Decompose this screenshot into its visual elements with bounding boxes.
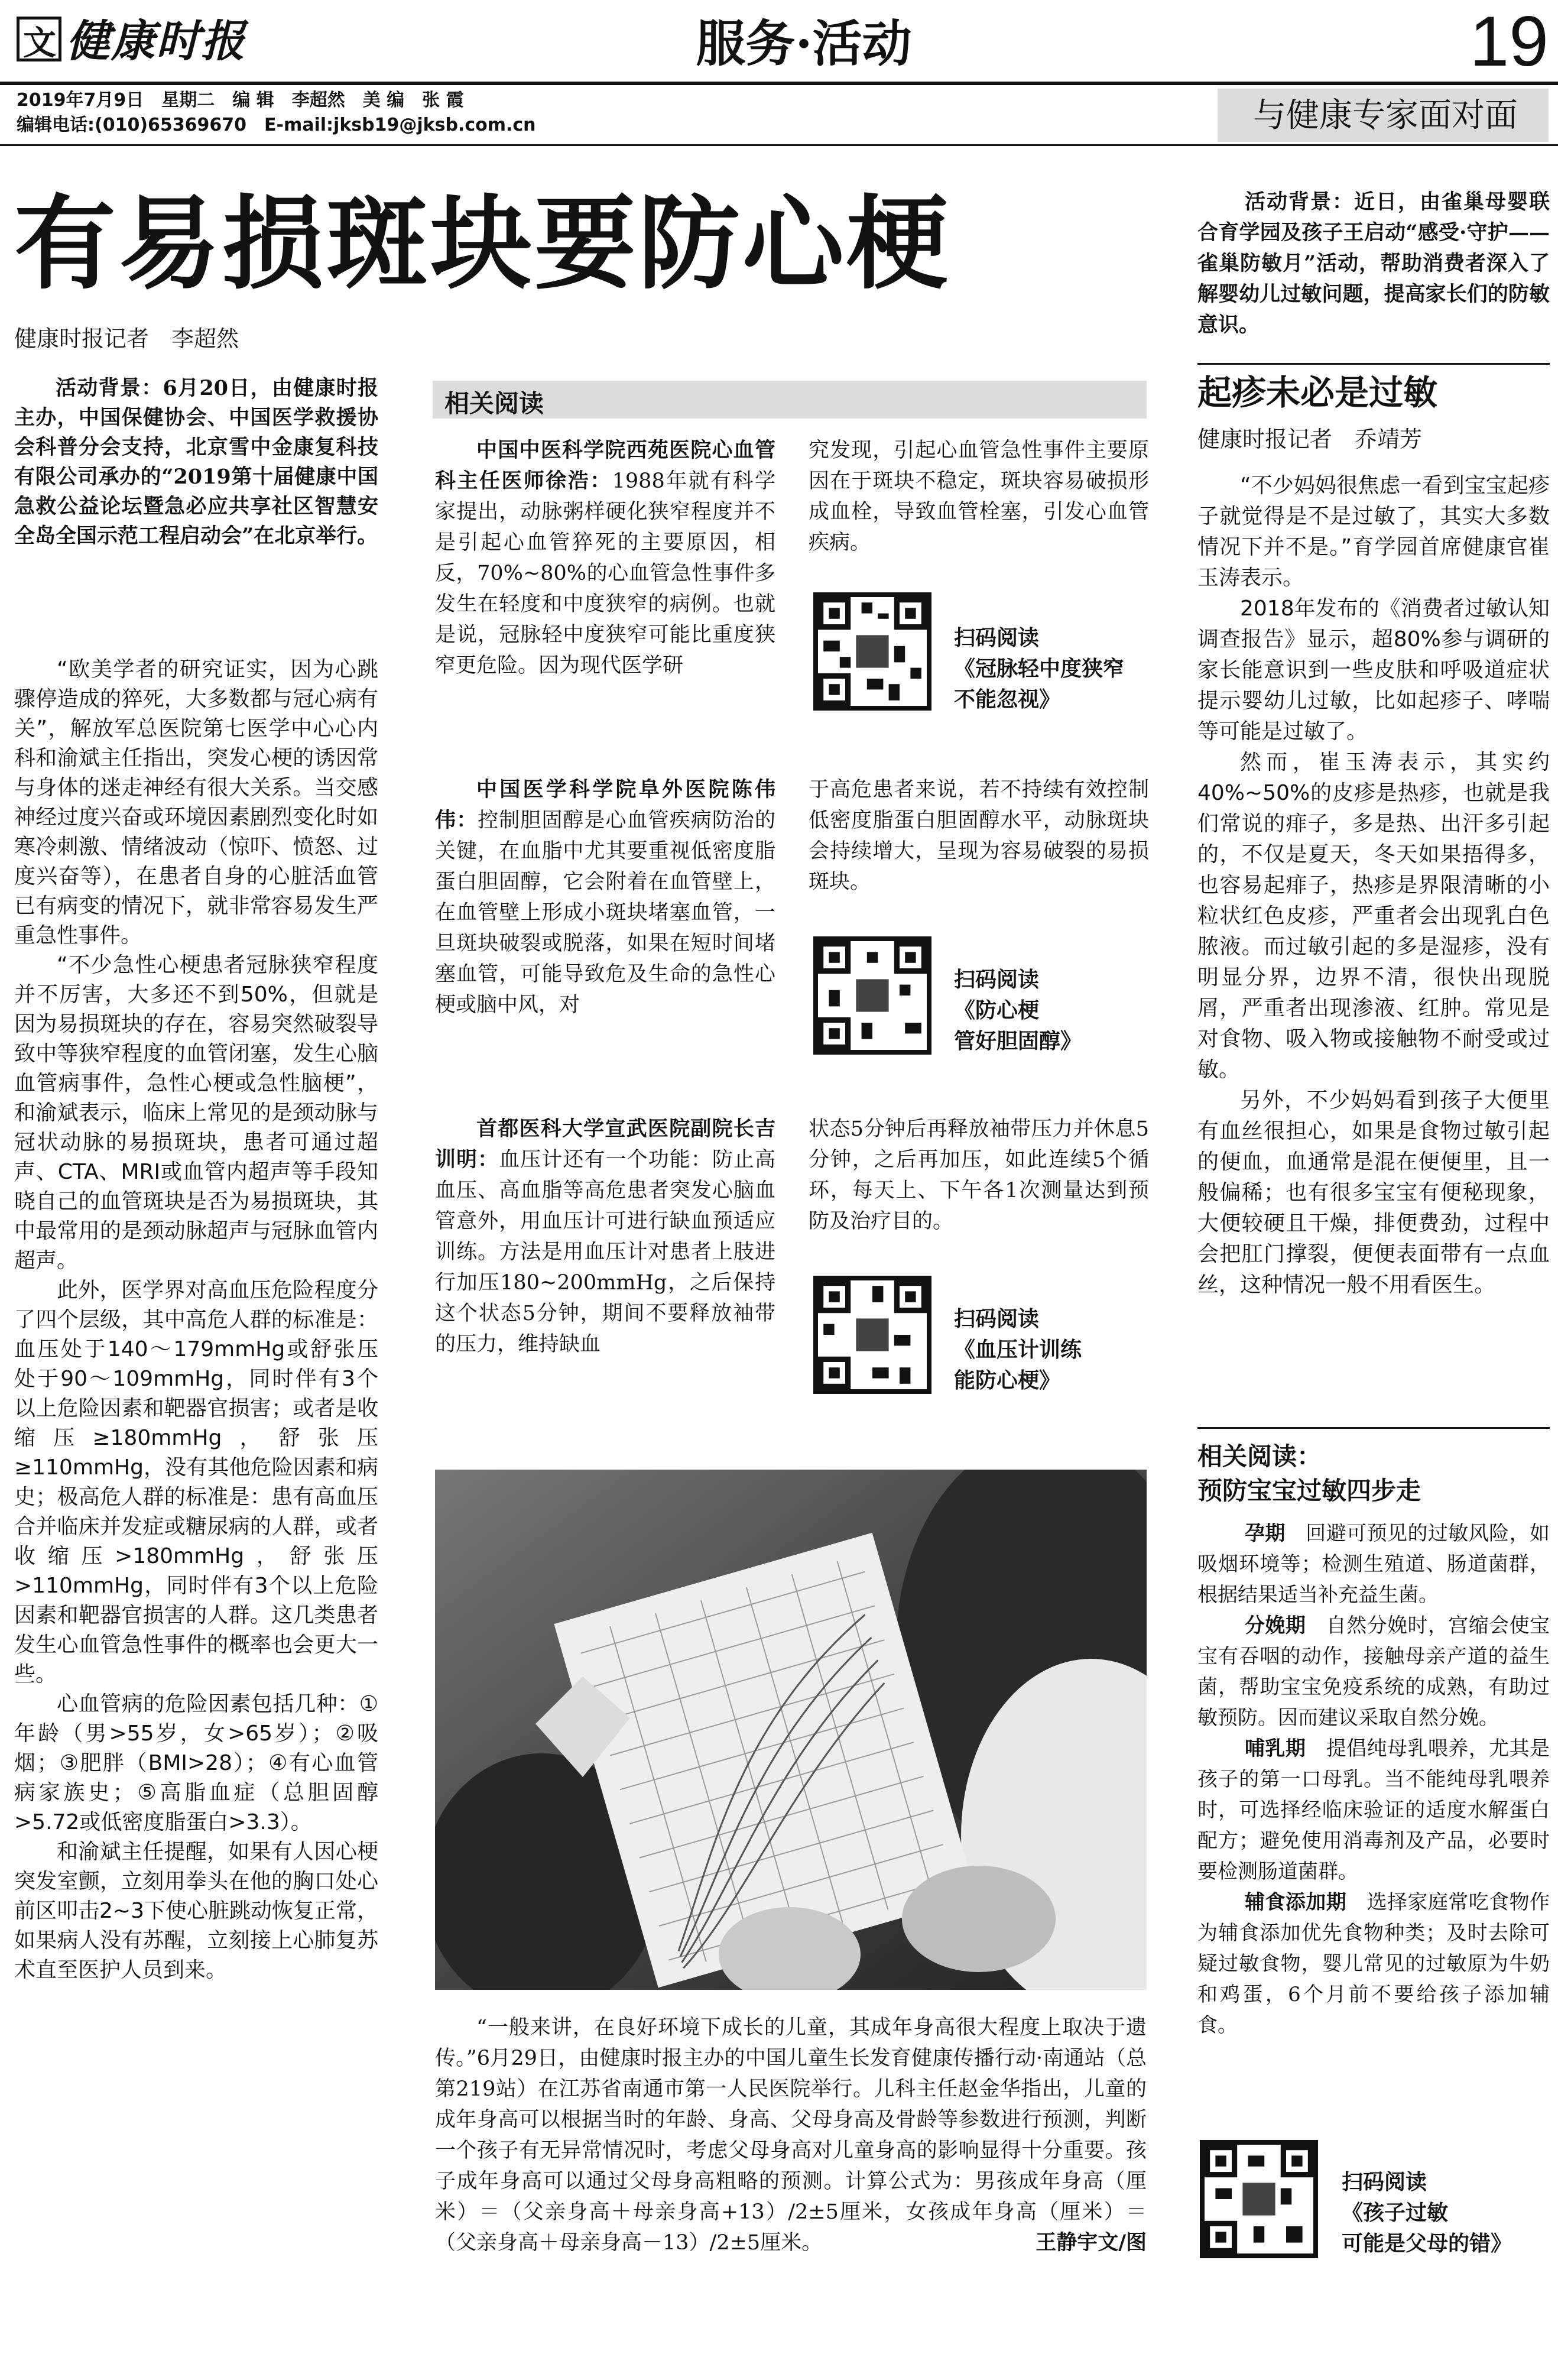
related-item-3-speaker: 首都医科大学宣武医院副院长吉训明： [435,1117,775,1172]
allergy-step [1197,1733,1550,1887]
photo-illustration [435,1470,1147,1990]
photo-credit: 王静宇文/图 [1036,2231,1147,2255]
related-item-1-text-left: 1988年就有科学家提出，动脉粥样硬化狭窄程度并不是引起心血管猝死的主要原因，相反，70%~80%的心血管急性事件多发生在轻度和中度狭窄的病例。也就是说，冠脉轻中度狭窄可能比重度狭窄更危险。因为现代医学研 [435,469,775,677]
allergy-step [1197,1887,1550,2041]
related-item-1-left [435,435,775,681]
qr-caption-1-line: 《冠脉轻中度狭窄 [954,657,1125,681]
right-byline: 健康时报记者 乔靖芳 [1197,426,1423,452]
main-paragraph: “欧美学者的研究证实，因为心跳骤停造成的猝死，大多数都与冠心病有关”，解放军总医院第七医学中心心内科和渝斌主任指出，突发心梗的诱因常与身体的迷走神经有很大关系。当交感神经过度兴奋或环境因素剧烈变化时如寒冷刺激、情绪波动（惊吓、愤怒、过度兴奋等），在患者自身的心脏活血管已有病变的情况下，就非常容易发生严重急性事件。 [14,657,378,948]
qr-caption-2-line: 《防心梗 [954,998,1040,1023]
page-number: 19 [1469,2,1549,81]
allergy-step-text: 回避可预见的过敏风险，如吸烟环境等；检测生殖道、肠道菌群，根据结果适当补充益生菌。 [1197,1522,1550,1607]
qr-code-graphic [818,597,927,706]
qr-caption-2-line: 扫码阅读 [954,968,1040,992]
related-item-1-right: 究发现，引起心血管急性事件主要原因在于斑块不稳定，斑块容易破损形成血栓，导致血管栓塞，引发心血管疾病。 [809,439,1149,555]
qr-caption-4 [1342,2167,1512,2259]
qr-caption-3-line: 《血压计训练 [954,1338,1082,1362]
section-title: 服务·活动 [696,14,912,73]
allergy-steps [1197,1518,1550,2041]
allergy-step-text: 自然分娩时，宫缩会使宝宝有吞咽的动作，接触母亲产道的益生菌，帮助宝宝免疫系统的成熟，有助过敏预防。因而建议采取自然分娩。 [1197,1614,1550,1730]
main-paragraph: 和渝斌主任提醒，如果有人因心梗突发室颤，立刻用拳头在他的胸口处心前区叩击2~3下使心脏跳动恢复正常，如果病人没有苏醒，立刻接上心肺复苏术直至医护人员到来。 [14,1840,378,1982]
contact-line: 编辑电话:(010)65369670 E-mail:jksb19@jksb.com.cn [17,115,536,135]
right-paragraph: 另外，不少妈妈看到孩子大便里有血丝很担心，如果是食物过敏引起的便血，血通常是混在便便里，且一般偏稀；也有很多宝宝有便秘现象，大便较硬且干燥，排便费劲，过程中会把肛门撑裂，便便表面带有一点血丝，这种情况一般不用看医生。 [1197,1088,1550,1297]
related-item-3-left [435,1114,775,1360]
allergy-step [1197,1518,1550,1610]
right-intro [1197,187,1550,341]
photo-story-text: “一般来讲，在良好环境下成长的儿童，其成年身高很大程度上取决于遗传。”6月29日，由健康时报主办的中国儿童生长发育健康传播行动·南通站（总第219站）在江苏省南通市第一人民医院举行。儿科主任赵金华指出，儿童的成年身高可以根据当时的年龄、身高、父母身高及骨龄等参数进行预测，判断一个孩子有无异常情况时，考虑父母身高对儿童身高的影响显得十分重要。孩子成年身高可以通过父母身高粗略的预测。计算公式为：男孩成年身高（厘米）＝（父亲身高＋母亲身高+13）/2±5厘米，女孩成年身高（厘米）＝（父亲身高＋母亲身高－13）/2±5厘米。 [435,2016,1147,2255]
qr-caption-3-line: 能防心梗》 [954,1369,1061,1393]
main-paragraph: 心血管病的危险因素包括几种：①年龄（男>55岁，女>65岁）；②吸烟；③肥胖（BMI>28）；④有心血管病家族史；⑤高脂血症（总胆固醇>5.72或低密度脂蛋白>3.3）。 [14,1692,378,1834]
main-intro [14,374,378,551]
newspaper-logo-box [17,17,61,61]
main-paragraph: “不少急性心梗患者冠脉狭窄程度并不厉害，大多还不到50%，但就是因为易损斑块的存在，容易突然破裂导致中等狭窄程度的血管闭塞，发生心脑血管病事件，急性心梗或急性脑梗”，和渝斌表示，临床上常见的是颈动脉与冠状动脉的易损斑块，患者可通过超声、CTA、MRI或血管内超声等手段知晓自己的血管斑块是否为易损斑块，其中最常用的是颈动脉超声与冠脉血管内超声。 [14,953,378,1273]
qr-caption-4-line: 扫码阅读 [1342,2170,1427,2194]
qr-caption-1-line: 扫码阅读 [954,626,1040,650]
right-related-title-2: 预防宝宝过敏四步走 [1197,1476,1421,1505]
qr-caption-1 [954,623,1124,715]
main-body [14,655,378,1985]
allergy-step-label: 孕期 [1245,1522,1286,1545]
allergy-step-text: 提倡纯母乳喂养，尤其是孩子的第一口母乳。当不能纯母乳喂养时，可选择经临床验证的适度水解蛋白配方；避免使用消毒剂及产品，必要时要检测肠道菌群。 [1197,1737,1550,1883]
allergy-step-label: 哺乳期 [1245,1737,1306,1760]
right-intro-text: 近日，由雀巢母婴联合育学园及孩子王启动“感受·守护——雀巢防敏月”活动，帮助消费者深入了解婴幼儿过敏问题，提高家长们的防敏意识。 [1197,190,1550,337]
qr-code-graphic [818,1280,927,1389]
qr-code-graphic [1205,2145,1313,2253]
allergy-step-label: 分娩期 [1245,1614,1306,1638]
right-intro-label: 活动背景： [1245,190,1354,214]
right-related-title-1: 相关阅读： [1197,1442,1322,1471]
main-headline: 有易损斑块要防心梗 [14,183,950,303]
photo-child-growth-chart [435,1470,1147,1990]
related-item-2-speaker: 中国医学科学院阜外医院陈伟伟： [435,777,775,832]
masthead-rule [0,82,1558,85]
related-item-3-text-left: 血压计还有一个功能：防止高血压、高血脂等高危患者突发心脑血管意外，用血压计可进行缺血预适应训练。方法是用血压计对患者上肢进行加压180~200mmHg，之后保持这个状态5分钟，期间不要释放袖带的压力，维持缺血 [435,1148,775,1356]
main-byline: 健康时报记者 李超然 [14,326,239,352]
qr-code-1[interactable] [813,592,931,711]
qr-code-4[interactable] [1200,2140,1318,2258]
right-related-rule [1197,1427,1550,1429]
qr-caption-2 [954,965,1082,1057]
allergy-step-text: 选择家庭常吃食物作为辅食添加优先食物种类；及时去除可疑过敏食物，婴儿常见的过敏原为牛奶和鸡蛋，6个月前不要给孩子添加辅食。 [1197,1891,1550,2037]
qr-caption-1-line: 不能忽视》 [954,688,1061,712]
right-paragraph: 然而，崔玉涛表示，其实约40%~50%的皮疹是热疹，也就是我们常说的痱子，多是热、出汗多引起的，不仅是夏天，冬天如果捂得多，也容易起痱子，热疹是界限清晰的小粒状红色皮疹，严重者会出现乳白色脓液。而过敏引起的多是湿疹，没有明显分界，边界不清，很快出现脱屑，严重者出现渗液、红肿。常见是对食物、吸入物或接触物不耐受或过敏。 [1197,750,1550,1082]
related-header-text: 相关阅读 [444,389,544,418]
main-paragraph: 此外，医学界对高血压危险程度分了四个层级，其中高危人群的标准是：血压处于140～179mmHg或舒张压处于90～109mmHg，同时伴有3个以上危险因素和靶器官损害；或者是收缩压≥180mmHg，舒张压≥110mmHg，没有其他危险因素和病史；极高危人群的标准是：患有高血压合并临床并发症或糖尿病的人群，或者收缩压>180mmHg，舒张压>110mmHg，同时伴有3个以上危险因素和靶器官损害的人群。这几类患者发生心血管急性事件的概率也会更大一些。 [14,1278,378,1687]
right-body [1197,471,1550,1301]
intro-text: 6月20日，由健康时报主办，中国保健协会、中国医学救援协会科普分会支持，北京雪中金康复科技有限公司承办的“2019第十届健康中国急救公益论坛暨急必应共享社区智慧安全岛全国示范工程启动会”在北京举行。 [14,376,378,548]
qr-caption-4-line: 《孩子过敏 [1342,2201,1449,2225]
qr-caption-2-line: 管好胆固醇》 [954,1029,1082,1053]
newspaper-logo-char: 文 [23,24,56,63]
column-name: 与健康专家面对面 [1253,96,1518,135]
related-item-3-right: 状态5分钟后再释放袖带压力并休息5分钟，之后再加压，如此连续5个循环，每天上、下午各1次测量达到预防及治疗目的。 [809,1117,1149,1233]
related-item-1-speaker: 中国中医科学院西苑医院心血管科主任医师徐浩： [435,438,775,493]
newspaper-name: 健康时报 [66,16,246,67]
date-line: 2019年7月9日 星期二 编 辑 李超然 美 编 张 霞 [17,90,464,111]
related-item-2-right: 于高危患者来说，若不持续有效控制低密度脂蛋白胆固醇水平，动脉斑块会持续增大，呈现为容易破裂的易损斑块。 [809,778,1149,894]
qr-code-2[interactable] [813,936,931,1055]
masthead-rule-2 [0,144,1558,146]
right-paragraph: 2018年发布的《消费者过敏认知调查报告》显示，超80%参与调研的家长能意识到一些皮肤和呼吸道症状提示婴幼儿过敏，比如起疹子、哮喘等可能是过敏了。 [1197,596,1550,744]
qr-caption-3-line: 扫码阅读 [954,1307,1040,1331]
intro-label: 活动背景： [56,376,163,400]
related-item-2-text-left: 控制胆固醇是心血管疾病防治的关键，在血脂中尤其要重视低密度脂蛋白胆固醇，它会附着在血管壁上，在血管壁上形成小斑块堵塞血管，一旦斑块破裂或脱落，如果在短时间堵塞血管，可能导致危及生命的急性心梗或脑中风，对 [435,809,775,1017]
qr-code-graphic [818,941,927,1050]
right-paragraph: “不少妈妈很焦虑一看到宝宝起疹子就觉得是不是过敏了，其实大多数情况下并不是。”育学园首席健康官崔玉涛表示。 [1197,474,1550,590]
related-header [433,381,1147,419]
allergy-step [1197,1610,1550,1733]
qr-caption-3 [954,1304,1082,1396]
allergy-step-label: 辅食添加期 [1245,1891,1347,1914]
related-item-2-left [435,774,775,1020]
qr-caption-4-line: 可能是父母的错》 [1342,2232,1512,2256]
right-column-rule [1197,363,1550,365]
right-headline: 起疹未必是过敏 [1197,372,1438,413]
qr-code-3[interactable] [813,1276,931,1394]
